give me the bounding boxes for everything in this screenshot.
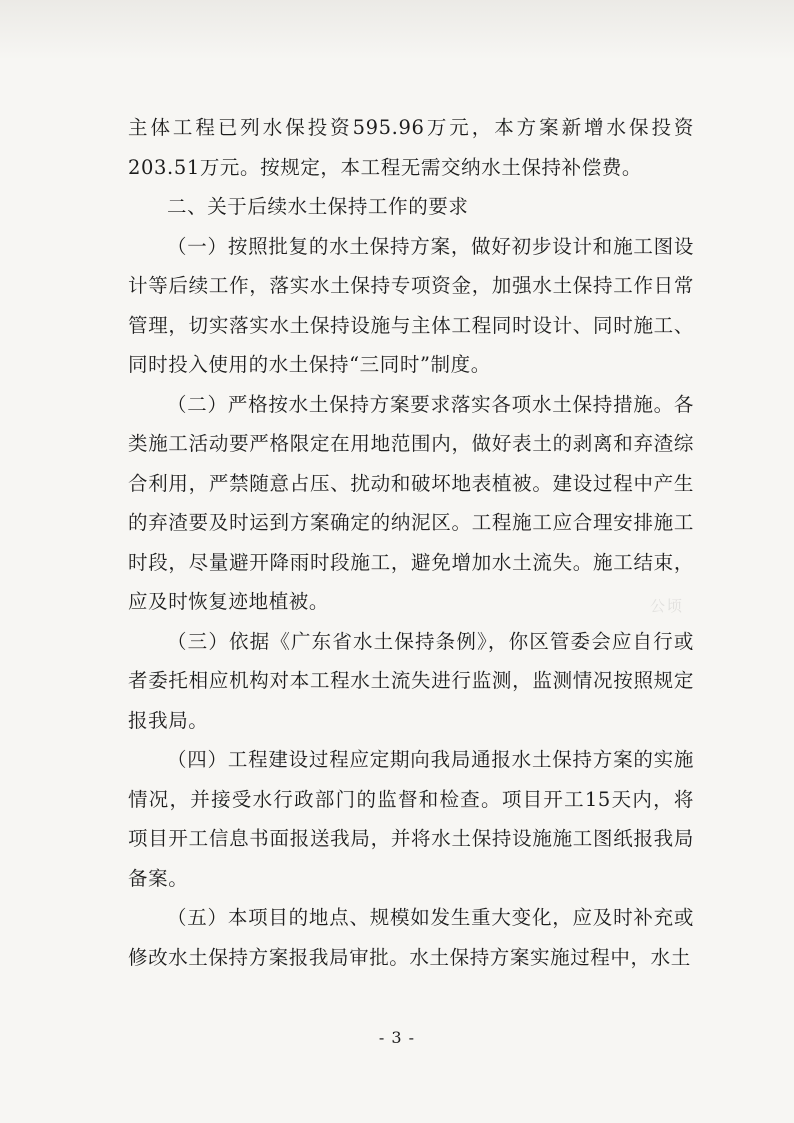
- scan-shadow: [0, 0, 794, 60]
- paragraph-item-3: （三）依据《广东省水土保持条例》，你区管委会应自行或者委托相应机构对本工程水土流失进行监测，监测情况按照规定报我局。: [128, 629, 694, 732]
- paragraph-item-2: （二）严格按水土保持方案要求落实各项水土保持措施。各类施工活动要严格限定在用地范围内，做好表土的剥离和弃渣综合利用，严禁随意占压、扰动和破坏地表植被。建设过程中产生的弃渣要及时运到方案确定的纳泥区。工程施工应合理安排施工时段，尽量避开降雨时段施工，避免增加水土流失。施工结束，应及时恢复迹地植被。: [128, 392, 694, 613]
- paragraph-investment: 主体工程已列水保投资595.96万元，本方案新增水保投资203.51万元。按规定，本工程无需交纳水土保持补偿费。: [128, 116, 694, 179]
- document-body: [128, 108, 694, 977]
- page-number: - 3 -: [378, 1028, 416, 1047]
- section-heading-requirements: 二、关于后续水土保持工作的要求: [167, 195, 469, 218]
- paragraph-item-4: （四）工程建设过程应定期向我局通报水土保持方案的实施情况，并接受水行政部门的监督和检查。项目开工15天内，将项目开工信息书面报送我局，并将水土保持设施施工图纸报我局备案。: [128, 748, 694, 890]
- bleed-through-text: 公顷: [650, 597, 685, 615]
- paragraph-item-1: （一）按照批复的水土保持方案，做好初步设计和施工图设计等后续工作，落实水土保持专项资金，加强水土保持工作日常管理，切实落实水土保持设施与主体工程同时设计、同时施工、同时投入使用的水土保持“三同时”制度。: [128, 234, 694, 376]
- paragraph-item-5: （五）本项目的地点、规模如发生重大变化，应及时补充或修改水土保持方案报我局审批。水土保持方案实施过程中，水土: [128, 906, 694, 969]
